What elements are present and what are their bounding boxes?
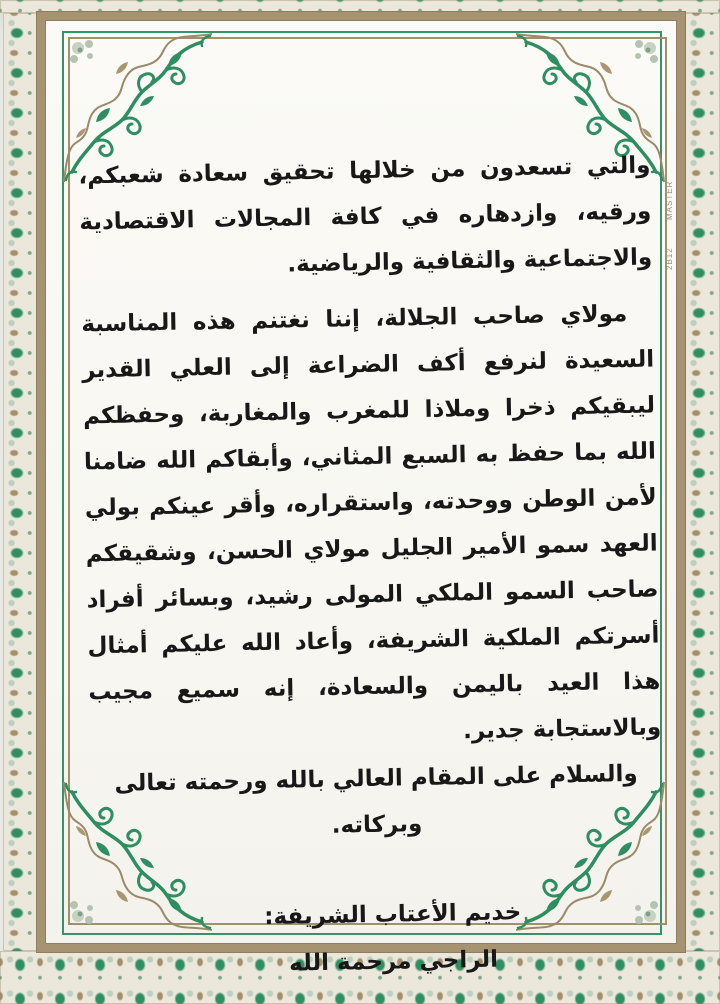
stationery-brand-watermark: MASTER	[665, 180, 674, 220]
signature-title: خديم الأعتاب الشريفة:	[263, 899, 522, 931]
signature-name: الراجي مرحمة الله	[288, 946, 499, 977]
stationery-code-watermark: 2B12	[665, 247, 674, 270]
closing-salutation: والسلام على المقام العالي بالله ورحمته تعالى وبركاته.	[114, 760, 638, 839]
ornamental-border-band-left	[3, 13, 37, 951]
signature-block	[106, 886, 680, 991]
paragraph-2: مولاي صاحب الجلالة، إننا نغتنم هذه المناسبة السعيدة لنرفع أكف الضراعة إلى العلي القدير ليبقيكم ذخرا وملاذا للمغرب والمغاربة، وحفظكم الله بما حفظ به السبع المثاني، وأبقاكم الله ضامنا لأمن الوطن ووحدته، واستقراره، وأقر عينكم بولي العهد سمو الأمير الجليل مولاي الحسن، وشقيقكم صاحب السمو الملكي المولى رشيد، وبسائر أفراد أسرتكم الملكية الشريفة، وأعاد الله عليكم أمثال هذا العيد باليمن والسعادة، إنه سميع مجيب وبالاستجابة جدير.	[81, 300, 662, 745]
ornamental-border-band-right	[685, 13, 720, 951]
paragraph-1: والتي تسعدون من خلالها تحقيق سعادة شعبكم، ورقيه، وازدهاره في كافة المجالات الاقتصادية والاجتماعية والثقافية والرياضية.	[78, 152, 653, 278]
letter-body	[78, 143, 666, 992]
